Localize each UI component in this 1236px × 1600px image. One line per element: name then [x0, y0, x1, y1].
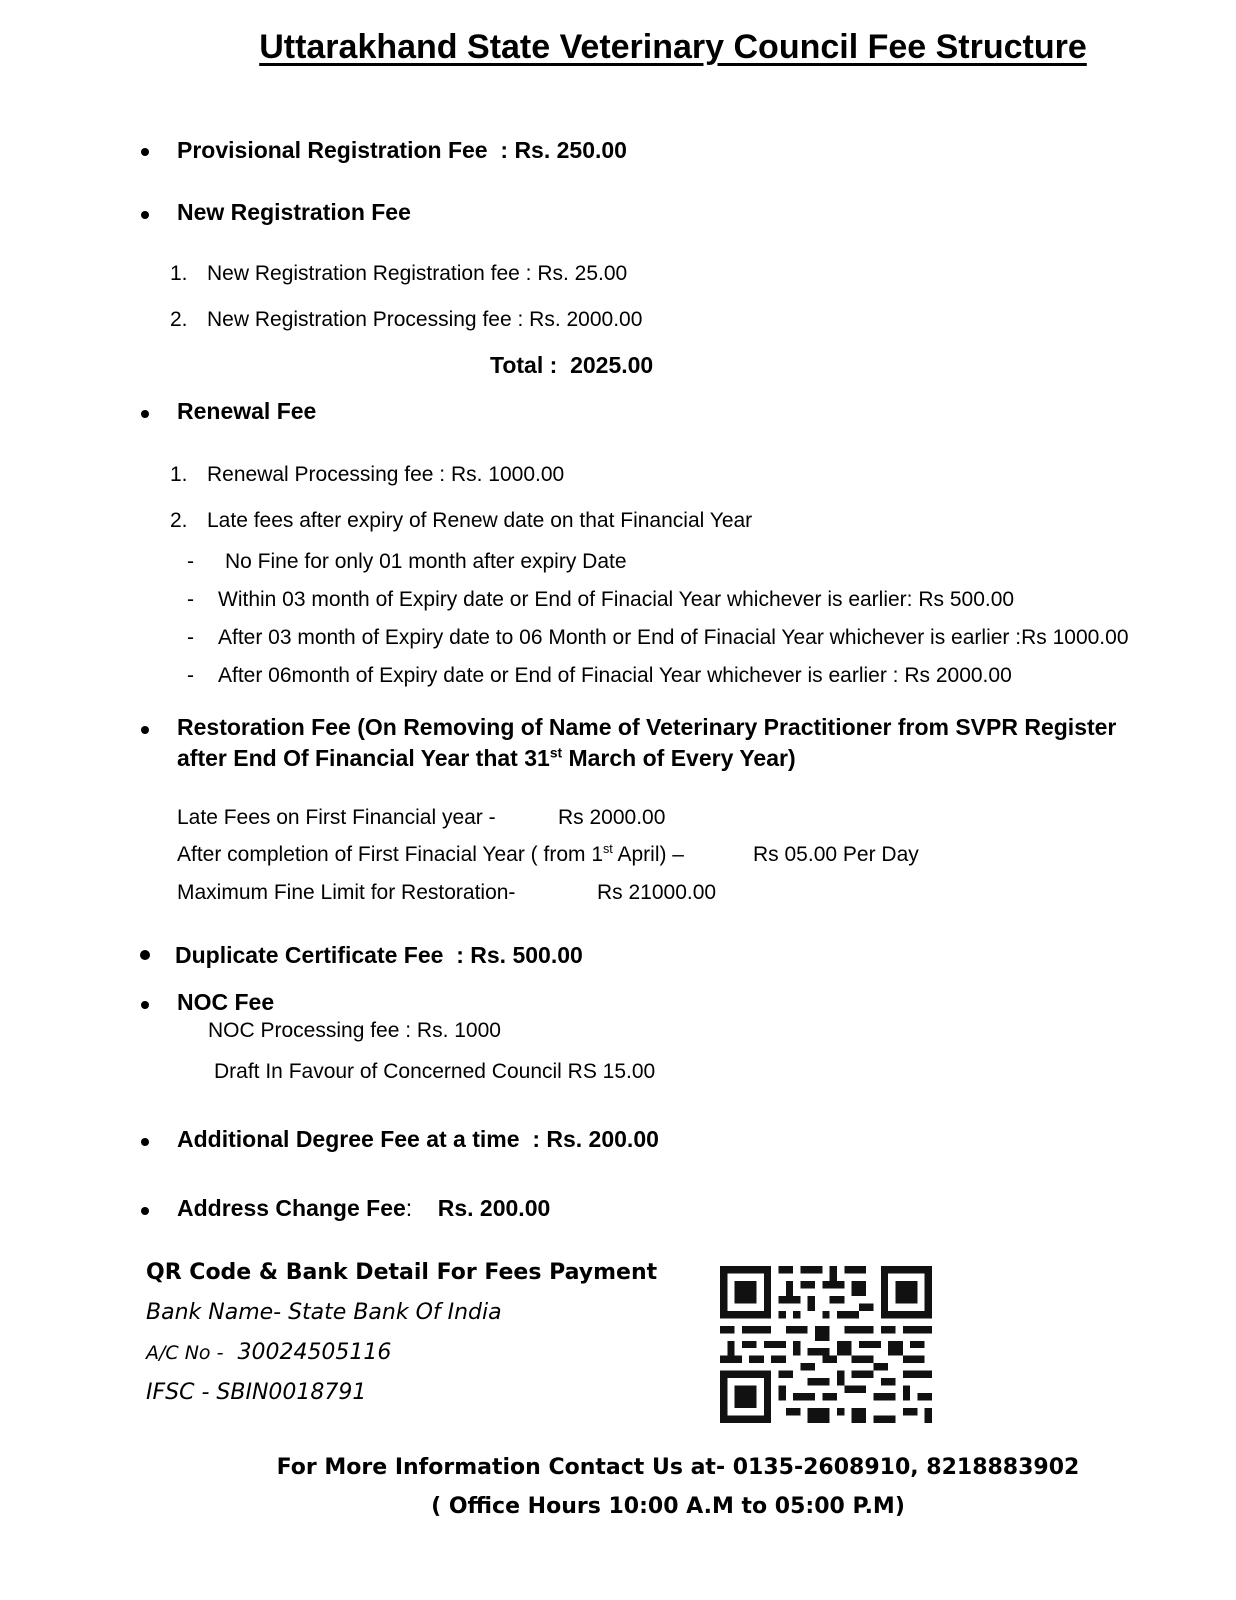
provisional-value: Rs. 250.00: [514, 137, 627, 163]
list-item: New Registration Registration fee : Rs. 25.00: [207, 262, 628, 285]
bullet: [141, 410, 149, 418]
restoration-row3-label: Maximum Fine Limit for Restoration-: [177, 881, 516, 904]
list-number: 1.: [170, 463, 188, 486]
renewal-heading: Renewal Fee: [177, 398, 317, 424]
contact-line: For More Information Contact Us at- 0135-2608910, 8218883902: [276, 1455, 1080, 1480]
additional-label: Additional Degree Fee at a time: [177, 1126, 520, 1152]
late-fee-item: After 03 month of Expiry date to 06 Month or End of Finacial Year whichever is earlier :Rs 1000.00: [218, 626, 1129, 649]
bullet: [141, 1001, 149, 1009]
restoration-row2-text: April) –: [612, 843, 684, 866]
bullet: [141, 148, 149, 156]
dash: -: [187, 550, 194, 573]
bullet: [141, 1138, 149, 1146]
restoration-row1-label: Late Fees on First Financial year -: [177, 806, 496, 829]
address-label: Address Change Fee: [177, 1195, 406, 1221]
account-value: 30024505116: [237, 1340, 392, 1365]
bank-name: Bank Name- State Bank Of India: [146, 1300, 502, 1325]
list-number: 1.: [170, 262, 188, 285]
additional-value: Rs. 200.00: [546, 1126, 659, 1152]
separator: :: [500, 137, 509, 163]
duplicate-value: Rs. 500.00: [470, 942, 583, 968]
separator: :: [532, 1126, 540, 1152]
restoration-heading-line1: Restoration Fee (On Removing of Name of Veterinary Practitioner from SVPR Register: [177, 714, 1117, 740]
bullet: [140, 950, 150, 960]
restoration-heading-text: after End Of Financial Year that 31: [177, 745, 550, 771]
separator: :: [405, 1195, 413, 1221]
account-number: [146, 1340, 391, 1365]
duplicate-label: Duplicate Certificate Fee: [175, 942, 444, 968]
restoration-heading-text: March of Every Year): [562, 745, 796, 771]
restoration-row3-value: Rs 21000.00: [597, 881, 717, 904]
account-label: A/C No -: [146, 1342, 224, 1364]
list-item: Late fees after expiry of Renew date on that Financial Year: [207, 509, 753, 532]
total-value: 2025.00: [570, 352, 654, 378]
restoration-heading-line2: [177, 745, 796, 772]
duplicate-fee: [175, 942, 583, 969]
separator: :: [456, 942, 464, 968]
additional-degree-fee: [177, 1126, 659, 1153]
bullet: [141, 726, 149, 734]
restoration-row2-label: [177, 843, 684, 867]
address-change-fee: [177, 1195, 550, 1222]
dash: -: [187, 664, 194, 687]
restoration-row2-value: Rs 05.00 Per Day: [753, 843, 919, 866]
total-label: Total :: [490, 352, 558, 378]
bullet: [141, 1207, 149, 1215]
address-value: Rs. 200.00: [437, 1195, 551, 1221]
superscript: st: [603, 842, 613, 856]
noc-heading: NOC Fee: [177, 989, 275, 1015]
noc-line2: Draft In Favour of Concerned Council RS 15.00: [214, 1060, 656, 1083]
provisional-fee: [177, 137, 627, 164]
restoration-row1-value: Rs 2000.00: [558, 806, 666, 829]
list-item: New Registration Processing fee : Rs. 2000.00: [207, 308, 643, 331]
restoration-row2-text: After completion of First Finacial Year ( from 1: [177, 843, 603, 866]
superscript: st: [549, 745, 563, 761]
late-fee-item: Within 03 month of Expiry date or End of Finacial Year whichever is earlier: Rs 500.00: [218, 588, 1015, 611]
dash: -: [187, 626, 194, 649]
ifsc-code: IFSC - SBIN0018791: [146, 1380, 367, 1405]
dash: -: [187, 588, 194, 611]
late-fee-item: After 06month of Expiry date or End of Finacial Year whichever is earlier : Rs 2000.00: [218, 664, 1012, 687]
page-title: Uttarakhand State Veterinary Council Fee Structure: [259, 28, 1087, 66]
bullet: [141, 211, 149, 219]
late-fee-item: No Fine for only 01 month after expiry Date: [225, 550, 627, 573]
bank-heading: QR Code & Bank Detail For Fees Payment: [146, 1260, 658, 1285]
provisional-label: Provisional Registration Fee: [177, 137, 488, 163]
new-registration-heading: New Registration Fee: [177, 199, 411, 225]
noc-line1: NOC Processing fee : Rs. 1000: [208, 1019, 501, 1042]
total: [490, 352, 653, 379]
office-hours: ( Office Hours 10:00 A.M to 05:00 P.M): [431, 1494, 905, 1519]
qr-code-icon: [720, 1266, 932, 1423]
list-item: Renewal Processing fee : Rs. 1000.00: [207, 463, 565, 486]
list-number: 2.: [170, 308, 188, 331]
list-number: 2.: [170, 509, 188, 532]
